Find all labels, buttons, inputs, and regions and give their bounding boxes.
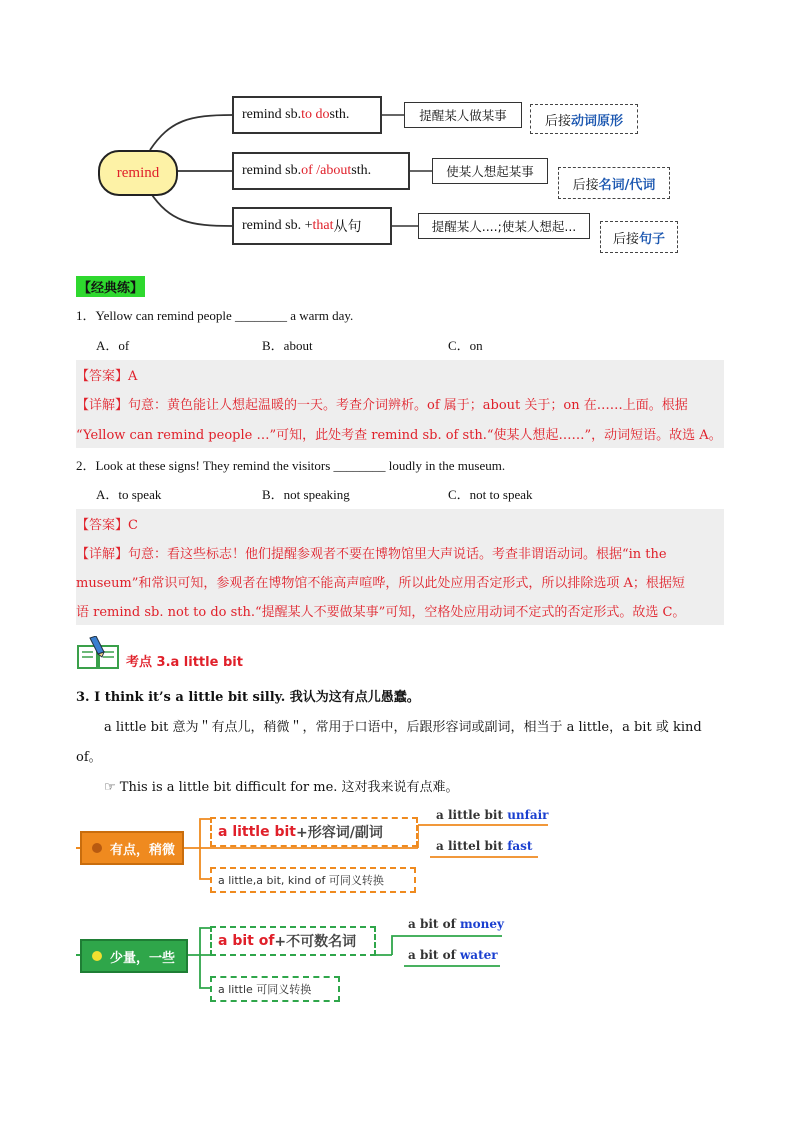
q2-explain-line: 语 remind sb. not to do sth.“提醒某人不要做某事”可知，空格处应用动词不定式的否定形式。故选 C。 (76, 605, 686, 620)
meaning-text: 使某人想起某事 (446, 164, 534, 179)
leaf-highlight: fast (507, 839, 533, 853)
note-that (600, 221, 678, 253)
meaning-text: 提醒某人....;使某人想起... (431, 219, 577, 234)
q1-option-a: A．of (96, 338, 130, 353)
q2-explain-line: 【详解】句意：看这些标志！他们提醒参观者不要在博物馆里大声说话。考查非谓语动词。根据“in the (76, 547, 667, 562)
q1-explain-line: 【详解】句意：黄色能让人想起温暖的一天。考查介词辨析。of 属于；about 关于；on 在……上面。根据 (76, 398, 688, 413)
q1-answer: 【答案】A (76, 369, 138, 384)
q1-option-c: C．on (448, 338, 483, 353)
rule-text: +形容词/副词 (295, 825, 383, 841)
q2-option-a: A．to speak (96, 487, 162, 502)
bullet-icon (92, 951, 102, 961)
rule-little-bit (210, 817, 418, 847)
synonym-text: a little 可同义转换 (218, 983, 312, 996)
branch-text: 从句 (333, 220, 362, 235)
kaodian-header (76, 636, 243, 672)
note-highlight: 名词/代词 (598, 177, 656, 193)
branch-text: sth. (351, 163, 372, 178)
q2-option-c: C．not to speak (448, 487, 533, 502)
kaodian-para-line: of。 (76, 750, 102, 765)
q1-option-b: B．about (262, 338, 313, 353)
leaf-text: a bit of (408, 917, 460, 931)
question-1-stem: 1．Yellow can remind people ________ a warm day. (76, 308, 354, 323)
category-some (80, 939, 188, 973)
q2-option-b: B．not speaking (262, 487, 350, 502)
branch-text: remind sb. (242, 163, 302, 178)
section-tag: 【经典练】 (76, 276, 145, 297)
category-somewhat (80, 831, 184, 865)
kaodian-title: 考点 3.a little bit (126, 655, 243, 670)
note-text: 后接 (544, 113, 571, 129)
q1-answer-box (76, 360, 724, 448)
rule-bit-of (210, 926, 376, 956)
meaning-that (418, 213, 590, 239)
synonym-text: a little,a bit, kind of 可同义转换 (218, 874, 384, 887)
branch-highlight: to do (301, 107, 330, 122)
note-of-about (558, 167, 670, 199)
note-text: 后接 (612, 231, 639, 247)
book-pencil-icon (76, 636, 122, 672)
mindmap-connectors (0, 0, 800, 270)
branch-text: remind sb. + (242, 218, 313, 233)
leaf-text: a little bit (436, 808, 508, 822)
synonym-bit-of (210, 976, 340, 1002)
branch-to-do (232, 96, 382, 134)
note-highlight: 动词原形 (571, 113, 624, 129)
leaf-highlight: unfair (507, 808, 549, 822)
meaning-text: 提醒某人做某事 (419, 108, 507, 123)
note-to-do (530, 104, 638, 134)
branch-highlight: that (312, 218, 334, 233)
little-bit-mindmap (0, 795, 800, 1025)
meaning-of-about (432, 158, 548, 184)
leaf-text: a littel bit (436, 839, 508, 853)
synonym-little-bit (210, 867, 416, 893)
bullet-icon (92, 843, 102, 853)
question-2-stem: 2．Look at these signs! They remind the visitors ________ loudly in the museum. (76, 458, 506, 473)
example-fast (436, 839, 532, 853)
q2-answer: 【答案】C (76, 518, 138, 533)
rule-text: +不可数名词 (274, 934, 357, 950)
remind-mindmap (0, 0, 800, 270)
branch-that (232, 207, 392, 245)
rule-highlight: a little bit (218, 824, 296, 840)
remind-root-node (98, 150, 178, 196)
root-label: remind (116, 164, 160, 181)
category-label: 有点，稍微 (110, 842, 176, 858)
leaf-highlight: money (459, 917, 505, 931)
leaf-text: a bit of (408, 948, 460, 962)
branch-of-about (232, 152, 410, 190)
q2-answer-box (76, 509, 724, 625)
note-text: 后接 (572, 177, 599, 193)
example-money (408, 917, 504, 931)
meaning-to-do (404, 102, 522, 128)
branch-text: remind sb. (242, 107, 302, 122)
q2-explain-line: museum”和常识可知，参观者在博物馆不能高声喧哗，所以此处应用否定形式，所以排除选项 A；根据短 (76, 576, 685, 591)
rule-highlight: a bit of (218, 933, 275, 949)
q1-explain-line: “Yellow can remind people …”可知，此处考查 remind sb. of sth.“使某人想起……”，动词短语。故选 A。 (76, 428, 722, 443)
note-highlight: 句子 (639, 231, 666, 247)
kaodian-example: ☞ This is a little bit difficult for me. 这对我来说有点难。 (104, 780, 459, 795)
kaodian-para-line: a little bit 意为＂有点儿，稍微＂，常用于口语中，后跟形容词或副词，相当于 a little，a bit 或 kind (104, 720, 702, 735)
branch-highlight: of /about (301, 163, 352, 178)
branch-text: sth. (329, 107, 350, 122)
example-unfair (436, 808, 548, 822)
example-water (408, 948, 498, 962)
leaf-highlight: water (459, 948, 498, 962)
category-label: 少量，一些 (110, 950, 176, 966)
kaodian-example-head: 3. I think it’s a little bit silly. 我认为这有点儿愚蠢。 (76, 690, 420, 705)
